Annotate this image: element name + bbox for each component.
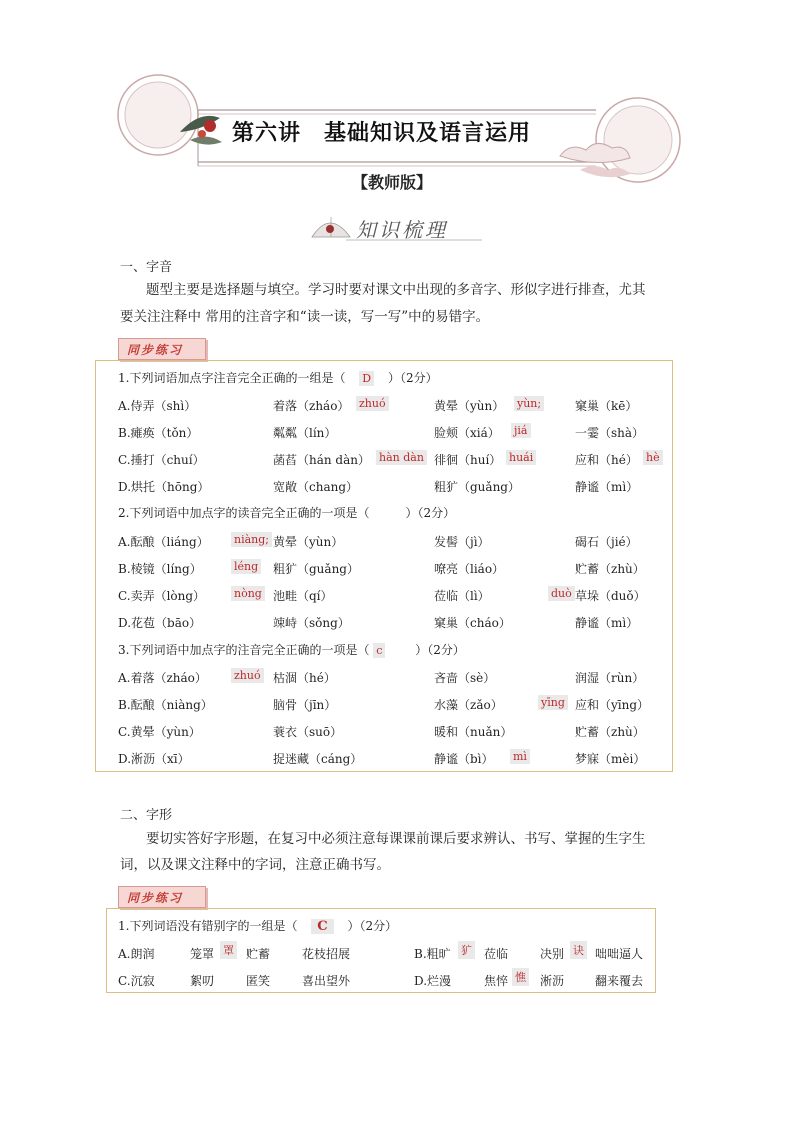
q3-row-b-c4: 应和（yīng） xyxy=(575,698,650,712)
q1-row-a-c3: 黄晕（yùn） xyxy=(434,399,505,413)
q1-row-a-c2: 着落（zháo） xyxy=(273,399,350,413)
q2-row-d-c4: 静谧（mì） xyxy=(575,616,639,630)
q3-row-b-annot: yīng xyxy=(538,695,568,710)
g-row-b-c2: 莅临 xyxy=(484,947,509,961)
q1-row-a-annot1: zhuó xyxy=(356,396,389,411)
q3-row-d-c2: 捉迷藏（cáng） xyxy=(273,752,363,766)
g-row-d-c1: D.烂漫 xyxy=(414,974,452,988)
q3-row-a-c2: 枯涸（hé） xyxy=(273,671,336,685)
glyph-question-1-stem-text: 1.下列词语没有错别字的一组是（ xyxy=(118,919,298,933)
q1-row-b-c1: B.瘫痪（tǒn） xyxy=(118,426,199,440)
section2-intro-line1: 要切实答好字形题，在复习中必须注意每课课前课后要求辨认、书写、掌握的生字生 xyxy=(146,831,646,847)
q1-row-c-annot3: hè xyxy=(643,450,663,465)
g-row-c-c4: 喜出望外 xyxy=(302,974,351,988)
q1-row-b-c3: 脸颊（xiá） xyxy=(434,426,500,440)
q2-row-c-c2: 池畦（qí） xyxy=(273,589,333,603)
g-row-d-c2: 焦悴 xyxy=(484,974,509,988)
g-row-c-c1: C.沉寂 xyxy=(118,974,155,988)
q1-row-d-c3: 粗犷（guǎng） xyxy=(434,480,520,494)
q1-row-c-c2: 菡萏（hán dàn） xyxy=(273,453,370,467)
practice-tag-2 xyxy=(118,886,206,908)
q3-row-a-c4: 润湿（rùn） xyxy=(575,671,645,685)
q2-row-a-annot: niàng; xyxy=(231,532,272,547)
q3-row-a-c1: A.着落（zháo） xyxy=(118,671,207,685)
q3-row-d-c1: D.淅沥（xī） xyxy=(118,752,190,766)
section-heading-glyph: 二、字形 xyxy=(120,808,173,823)
q2-row-a-c3: 发髻（jì） xyxy=(434,535,490,549)
g-row-a-c3: 贮蓄 xyxy=(246,947,271,961)
practice-tag-2-label: 同步练习 xyxy=(127,891,184,905)
g-row-c-c3: 匿笑 xyxy=(246,974,271,988)
q2-row-b-c1: B.棱镜（líng） xyxy=(118,562,202,576)
q2-row-a-c1: A.酝酿（liáng） xyxy=(118,535,209,549)
q1-row-c-c4: 应和（hé） xyxy=(575,453,638,467)
q3-row-d-annot: mì xyxy=(510,749,530,764)
g-row-b-annot2: 诀 xyxy=(570,941,587,959)
question-3-answer: c xyxy=(373,643,385,658)
section-heading-pronunciation: 一、字音 xyxy=(120,260,173,275)
q1-row-a-c1: A.侍弄（shì） xyxy=(118,399,197,413)
q3-row-a-c3: 吝啬（sè） xyxy=(434,671,496,685)
q3-row-c-c1: C.黄晕（yùn） xyxy=(118,725,201,739)
g-row-c-c2: 絮叨 xyxy=(190,974,215,988)
q2-row-d-c2: 竦峙（sǒng） xyxy=(273,616,350,630)
section-intro-line2: 要关注注释中 常用的注音字和“读一读，写一写”中的易错字。 xyxy=(120,309,490,325)
practice-tag-label: 同步练习 xyxy=(127,343,184,357)
glyph-question-1-stem-end: ）（2分） xyxy=(347,919,398,933)
q1-row-b-c2: 粼粼（lín） xyxy=(273,426,337,440)
q2-row-b-annot: léng xyxy=(231,559,261,574)
practice-tag xyxy=(118,338,206,360)
question-1-stem-text: 1.下列词语加点字注音完全正确的一组是（ xyxy=(118,371,346,385)
q1-row-a-annot2: yùn; xyxy=(514,396,544,411)
g-row-d-c3: 淅沥 xyxy=(540,974,565,988)
question-3-stem-text: 3.下列词语中加点字的注音完全正确的一项是（ xyxy=(118,643,370,657)
g-row-a-c4: 花枝招展 xyxy=(302,947,351,961)
glyph-question-1-stem xyxy=(118,917,397,934)
q3-row-c-c2: 蓑衣（suō） xyxy=(273,725,343,739)
question-2-stem: 2.下列词语中加点字的读音完全正确的一项是（ ）（2分） xyxy=(118,506,456,520)
q1-row-a-c4: 窠巢（kē） xyxy=(575,399,638,413)
g-row-d-annot: 憔 xyxy=(512,968,529,986)
question-1-stem xyxy=(118,369,438,386)
q2-row-c-c4: 草垛（duǒ） xyxy=(575,589,646,603)
glyph-question-1-answer: C xyxy=(311,919,333,934)
q3-row-b-c1: B.酝酿（niàng） xyxy=(118,698,213,712)
q1-row-c-annot1: hàn dàn xyxy=(376,450,427,465)
q1-row-c-annot2: huái xyxy=(506,450,536,465)
section-intro-line1: 题型主要是选择题与填空。学习时要对课文中出现的多音字、形似字进行排查，尤其 xyxy=(146,282,646,298)
g-row-b-c3: 决别 xyxy=(540,947,565,961)
q3-row-c-c3: 暖和（nuǎn） xyxy=(434,725,513,739)
q2-row-c-c1: C.卖弄（lòng） xyxy=(118,589,206,603)
q2-row-a-c2: 黄晕（yùn） xyxy=(273,535,344,549)
q2-row-d-c1: D.花苞（bāo） xyxy=(118,616,202,630)
q1-row-b-c4: 一霎（shà） xyxy=(575,426,645,440)
edition-label: 【教师版】 xyxy=(352,173,433,192)
q1-row-b-annot2: jiá xyxy=(511,423,531,438)
q3-row-b-c3: 水藻（zǎo） xyxy=(434,698,503,712)
question-3-stem-end: ）（2分） xyxy=(415,643,465,657)
question-3-stem xyxy=(118,641,465,658)
section2-intro-line2: 词，以及课文注释中的字词，注意正确书写。 xyxy=(120,857,390,873)
q1-row-d-c1: D.烘托（hōng） xyxy=(118,480,210,494)
g-row-b-c4: 咄咄逼人 xyxy=(595,947,644,961)
g-row-a-c2: 笼罩 xyxy=(190,947,215,961)
q2-row-a-c4: 碣石（jié） xyxy=(575,535,638,549)
question-1-answer: D xyxy=(359,371,374,386)
q1-row-d-c4: 静谧（mì） xyxy=(575,480,639,494)
q2-row-c-annot: nòng xyxy=(231,586,265,601)
q3-row-d-c4: 梦寐（mèi） xyxy=(575,752,646,766)
q2-row-d-c3: 窠巢（cháo） xyxy=(434,616,511,630)
q2-row-c-c3: 莅临（lì） xyxy=(434,589,490,603)
q2-row-b-c4: 贮蓄（zhù） xyxy=(575,562,645,576)
q2-row-b-c3: 嘹亮（liáo） xyxy=(434,562,505,576)
g-row-a-annot: 罩 xyxy=(220,941,237,959)
knowledge-banner-title: 知识梳理 xyxy=(356,218,448,242)
q2-row-b-c2: 粗犷（guǎng） xyxy=(273,562,359,576)
q1-row-c-c3: 徘徊（huí） xyxy=(434,453,502,467)
question-1-stem-end: ）（2分） xyxy=(387,371,438,385)
q3-row-b-c2: 脑骨（jīn） xyxy=(273,698,337,712)
q3-row-a-annot: zhuó xyxy=(231,668,264,683)
q1-row-d-c2: 宽敞（chang） xyxy=(273,480,359,494)
q1-row-c-c1: C.捶打（chuí） xyxy=(118,453,205,467)
g-row-b-c1: B.粗旷 xyxy=(414,947,451,961)
q3-row-d-c3: 静谧（bì） xyxy=(434,752,494,766)
g-row-b-annot1: 犷 xyxy=(458,941,475,959)
q2-row-c-annot2: duò xyxy=(548,586,575,601)
q3-row-c-c4: 贮蓄（zhù） xyxy=(575,725,645,739)
g-row-a-c1: A.朗润 xyxy=(118,947,155,961)
g-row-d-c4: 翻来覆去 xyxy=(595,974,644,988)
page-title: 第六讲 基础知识及语言运用 xyxy=(232,120,532,146)
